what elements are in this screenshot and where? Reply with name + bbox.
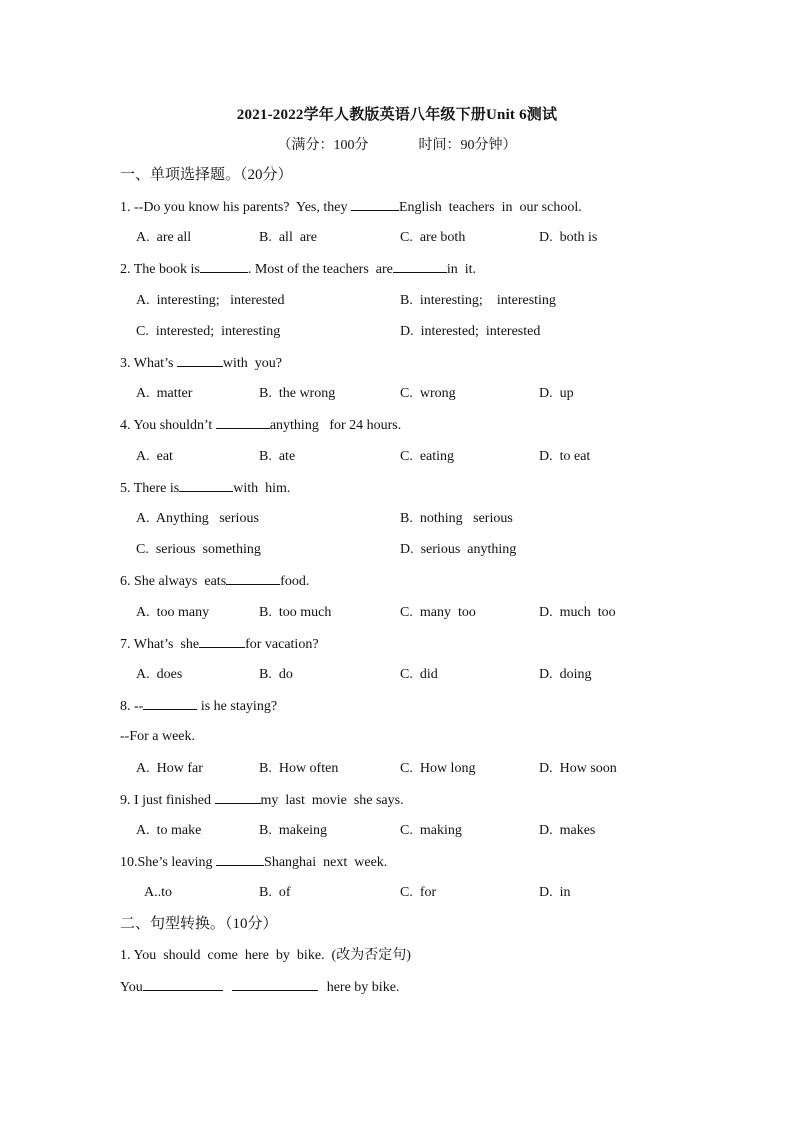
page-subtitle xyxy=(0,134,794,154)
option-a[interactable]: A. to make xyxy=(136,823,202,838)
question-text: Shanghai next week. xyxy=(264,855,388,870)
option-a[interactable]: A. too many xyxy=(136,605,210,620)
option-c[interactable]: C. did xyxy=(400,667,438,682)
option-b[interactable]: B. nothing serious xyxy=(400,511,513,526)
question-2 xyxy=(120,260,476,279)
answer-blank[interactable] xyxy=(143,697,197,710)
question-text: 5. There is xyxy=(120,481,180,496)
option-a[interactable]: A. Anything serious xyxy=(136,511,259,526)
question-text: 10.She’s leaving xyxy=(120,855,217,870)
option-b[interactable]: B. all are xyxy=(259,230,317,245)
answer-blank[interactable] xyxy=(216,416,270,429)
question-4 xyxy=(120,416,401,435)
time-info: 时间：90分钟） xyxy=(418,138,517,153)
question-text: 7. What’s she xyxy=(120,637,200,652)
question-7 xyxy=(120,635,319,654)
option-d[interactable]: D. How soon xyxy=(539,761,617,776)
option-d[interactable]: D. serious anything xyxy=(400,542,517,557)
option-d[interactable]: D. doing xyxy=(539,667,592,682)
option-a[interactable]: A. matter xyxy=(136,386,193,401)
answer-blank[interactable] xyxy=(226,572,280,585)
question-8-reply: --For a week. xyxy=(120,729,196,744)
answer-blank[interactable] xyxy=(199,635,245,648)
option-c[interactable]: C. for xyxy=(400,885,437,900)
option-d[interactable]: D. in xyxy=(539,885,571,900)
answer-blank[interactable] xyxy=(216,853,264,866)
option-d[interactable]: D. makes xyxy=(539,823,596,838)
option-d[interactable]: D. both is xyxy=(539,230,598,245)
option-d[interactable]: D. to eat xyxy=(539,449,591,464)
answer-suffix: here by bike. xyxy=(326,980,400,995)
question-text: anything for 24 hours. xyxy=(269,418,402,433)
question-8 xyxy=(120,697,277,716)
transform-answer-1 xyxy=(120,978,399,997)
option-a[interactable]: A. eat xyxy=(136,449,173,464)
option-b[interactable]: B. do xyxy=(259,667,293,682)
transform-question-1: 1. You should come here by bike. (改为否定句) xyxy=(120,948,411,963)
question-text: is he staying? xyxy=(197,699,278,714)
option-a[interactable]: A..to xyxy=(144,885,172,900)
question-6 xyxy=(120,572,309,591)
option-b[interactable]: B. too much xyxy=(259,605,332,620)
option-c[interactable]: C. serious something xyxy=(136,542,261,557)
option-d[interactable]: D. interested; interested xyxy=(400,324,541,339)
question-text: 6. She always eats xyxy=(120,574,227,589)
option-c[interactable]: C. many too xyxy=(400,605,476,620)
option-a[interactable]: A. interesting; interested xyxy=(136,293,285,308)
option-b[interactable]: B. of xyxy=(259,885,291,900)
option-a[interactable]: A. are all xyxy=(136,230,192,245)
option-b[interactable]: B. ate xyxy=(259,449,296,464)
section-heading-2: 二、句型转换。（10分） xyxy=(120,916,278,932)
question-text: 4. You shouldn’t xyxy=(120,418,216,433)
question-text: 1. --Do you know his parents? Yes, they xyxy=(120,200,351,215)
section-heading-1: 一、单项选择题。（20分） xyxy=(120,167,293,183)
option-c[interactable]: C. wrong xyxy=(400,386,456,401)
question-text: in it. xyxy=(446,262,477,277)
answer-blank[interactable] xyxy=(215,791,261,804)
question-text: food. xyxy=(280,574,310,589)
answer-blank[interactable] xyxy=(393,260,447,273)
answer-blank[interactable] xyxy=(200,260,248,273)
question-text: English teachers in our school. xyxy=(398,200,582,215)
question-5 xyxy=(120,479,290,498)
question-text: 8. -- xyxy=(120,699,144,714)
option-d[interactable]: D. up xyxy=(539,386,574,401)
score-info: （满分：100分 xyxy=(277,138,369,153)
question-text: 2. The book is xyxy=(120,262,200,277)
option-c[interactable]: C. are both xyxy=(400,230,466,245)
question-text: . Most of the teachers are xyxy=(247,262,393,277)
option-c[interactable]: C. making xyxy=(400,823,462,838)
option-b[interactable]: B. makeing xyxy=(259,823,328,838)
question-text: 9. I just finished xyxy=(120,793,215,808)
question-1 xyxy=(120,198,582,217)
question-text: for vacation? xyxy=(245,637,319,652)
option-a[interactable]: A. How far xyxy=(136,761,203,776)
option-b[interactable]: B. interesting; interesting xyxy=(400,293,556,308)
option-c[interactable]: C. eating xyxy=(400,449,455,464)
option-d[interactable]: D. much too xyxy=(539,605,616,620)
question-text: with you? xyxy=(222,356,283,371)
question-text: with him. xyxy=(233,481,291,496)
answer-blank[interactable] xyxy=(143,978,223,991)
page-title: 2021-2022学年人教版英语八年级下册Unit 6测试 xyxy=(236,107,558,123)
question-3 xyxy=(120,354,282,373)
answer-prefix: You xyxy=(120,980,143,995)
question-text: 3. What’s xyxy=(120,356,177,371)
answer-blank[interactable] xyxy=(179,479,233,492)
answer-blank[interactable] xyxy=(232,978,318,991)
answer-blank[interactable] xyxy=(351,198,399,211)
question-text: my last movie she says. xyxy=(260,793,404,808)
option-a[interactable]: A. does xyxy=(136,667,183,682)
option-b[interactable]: B. How often xyxy=(259,761,339,776)
answer-blank[interactable] xyxy=(177,354,223,367)
option-b[interactable]: B. the wrong xyxy=(259,386,336,401)
option-c[interactable]: C. interested; interesting xyxy=(136,324,281,339)
option-c[interactable]: C. How long xyxy=(400,761,476,776)
question-10 xyxy=(120,853,387,872)
question-9 xyxy=(120,791,404,810)
